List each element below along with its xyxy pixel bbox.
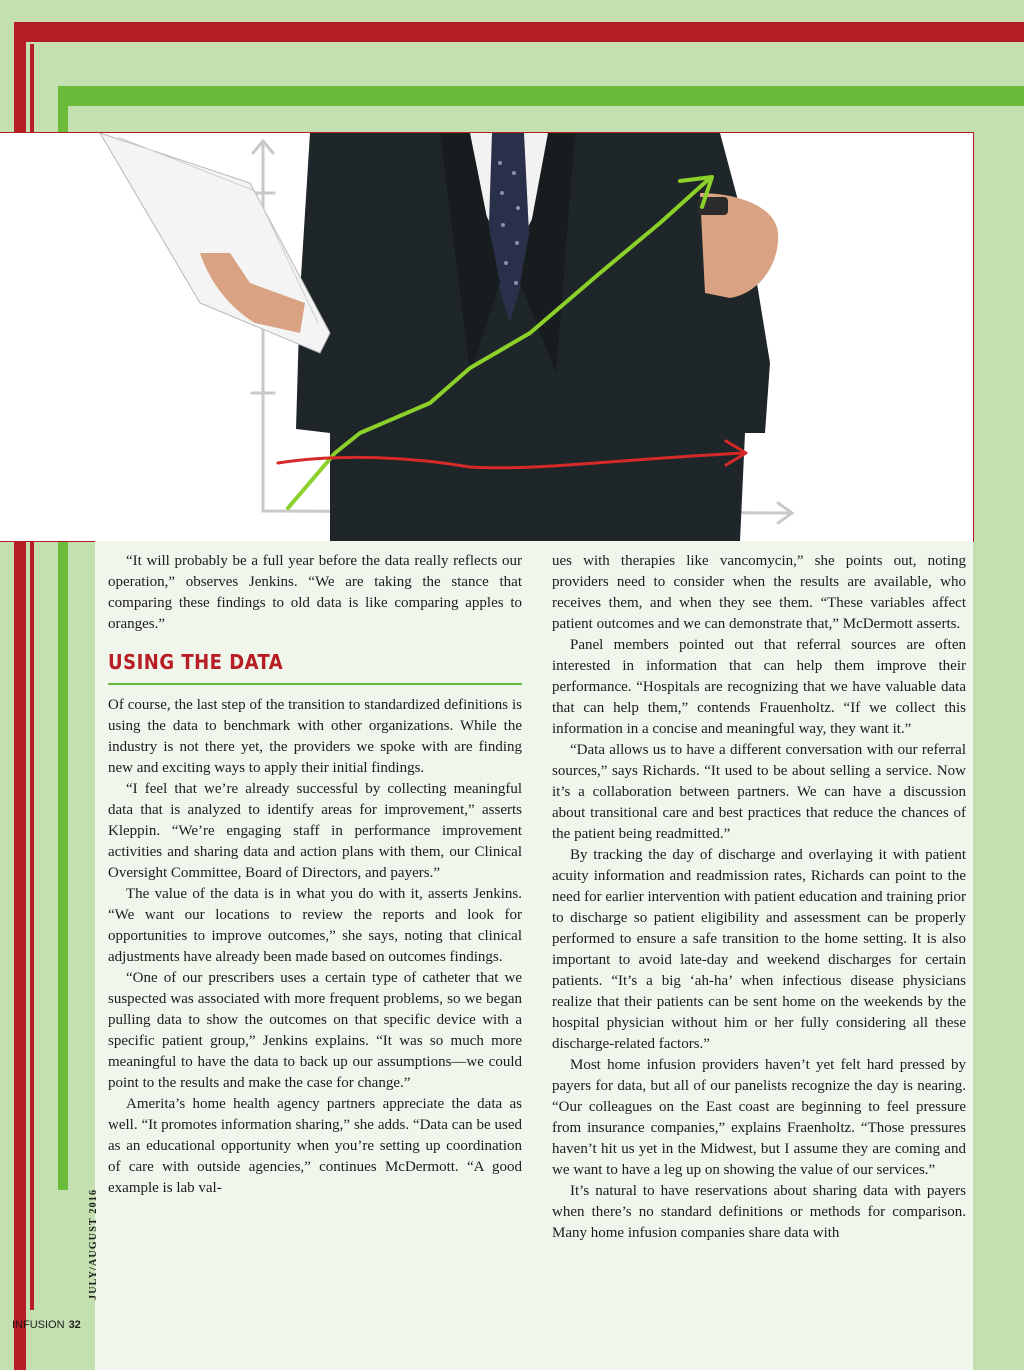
hero-photo <box>0 132 974 542</box>
magazine-name: INFUSION <box>12 1319 65 1331</box>
article-column-right <box>552 551 966 1244</box>
section-heading: USING THE DATA <box>108 652 522 685</box>
page-footer <box>12 1319 81 1331</box>
page-number: 32 <box>68 1319 81 1331</box>
paragraph: “It will probably be a full year before the data really reflects our operation,” observes Jenkins. “We are taking the stance that comparing these findings to old data is like comparing apples to oranges.” <box>108 553 522 632</box>
paragraph: Of course, the last step of the transition to standardized definitions is using the data to benchmark with other organizations. While the industry is not there yet, the providers we spoke with are finding new and exciting ways to apply their initial findings. <box>108 697 522 776</box>
issue-date: JULY/AUGUST 2016 <box>88 1188 99 1300</box>
paragraph: Most home infusion providers haven’t yet felt hard pressed by payers for data, but all of our panelists recognize the day is nearing. “Our colleagues on the East coast are beginning to feel pressure from insurance companies,” explains Fraenholtz. “Those pressures haven’t hit us yet in the Midwest, but I assume they are coming and we want to have a leg up on showing the value of our services.” <box>552 1057 966 1178</box>
paragraph: By tracking the day of discharge and overlaying it with patient acuity information and readmission rates, Richards can point to the need for earlier intervention with patient education and training prior to discharge so patient eligibility and assessment can be properly performed to ensure a safe transition to the home setting. It is also important to avoid late-day and weekend discharges for certain patients. “It’s a big ‘ah-ha’ when infectious disease physicians realize that their patients can be sent home on the weekends by the hospital physician without him or her fully considering all these discharge-related factors.” <box>552 847 966 1052</box>
green-frame-top <box>58 86 1024 106</box>
paragraph: ues with therapies like vancomycin,” she points out, noting providers need to consider when the results are available, who receives them, and when they see them. “These variables affect patient outcomes and we can demonstrate that,” McDermott asserts. <box>552 553 966 632</box>
paragraph: “Data allows us to have a different conversation with our referral sources,” says Richards. “It used to be about selling a service. Now it’s a collaboration between partners. We can have a discussion about transitional care and best practices that reduce the chances of the patient being readmitted.” <box>552 742 966 842</box>
businessman <box>100 133 778 541</box>
paragraph: “I feel that we’re already successful by collecting meaningful data that is analyzed to identify areas for improvement,” asserts Kleppin. “We’re engaging staff in performance improvement activities and sharing data and action plans with them, our Clinical Oversight Committee, Board of Directors, and payers.” <box>108 781 522 881</box>
paragraph: Panel members pointed out that referral sources are often interested in information that can help them improve their performance. “Hospitals are recognizing that we have valuable data that can help them,” contends Frauenholtz. “If we collect this information in a concise and meaningful way, they want it.” <box>552 637 966 737</box>
red-frame-top <box>14 22 1024 42</box>
paragraph: It’s natural to have reservations about sharing data with payers when there’s no standard definitions or methods for comparison. Many home infusion companies share data with <box>552 1183 966 1241</box>
paragraph: Amerita’s home health agency partners appreciate the data as well. “It promotes information sharing,” she adds. “Data can be used as an educational opportunity when you’re setting up coordination of care with outside agencies,” continues McDermott. “A good example is lab val- <box>108 1096 522 1196</box>
article-column-left <box>108 551 522 1199</box>
paragraph: The value of the data is in what you do with it, asserts Jenkins. “We want our locations to review the reports and look for opportunities to improve outcomes,” she says, noting that clinical adjustments have already been made based on outcomes findings. <box>108 886 522 965</box>
businessman-drawing-chart-illustration <box>0 133 973 541</box>
paragraph: “One of our prescribers uses a certain type of catheter that we suspected was associated with more frequent problems, so we began pulling data to show the outcomes on that specific device with a specific patient group,” Jenkins explains. “It was so much more meaningful to have the data to back up our assumptions—we could point to the results and make the case for change.” <box>108 970 522 1091</box>
